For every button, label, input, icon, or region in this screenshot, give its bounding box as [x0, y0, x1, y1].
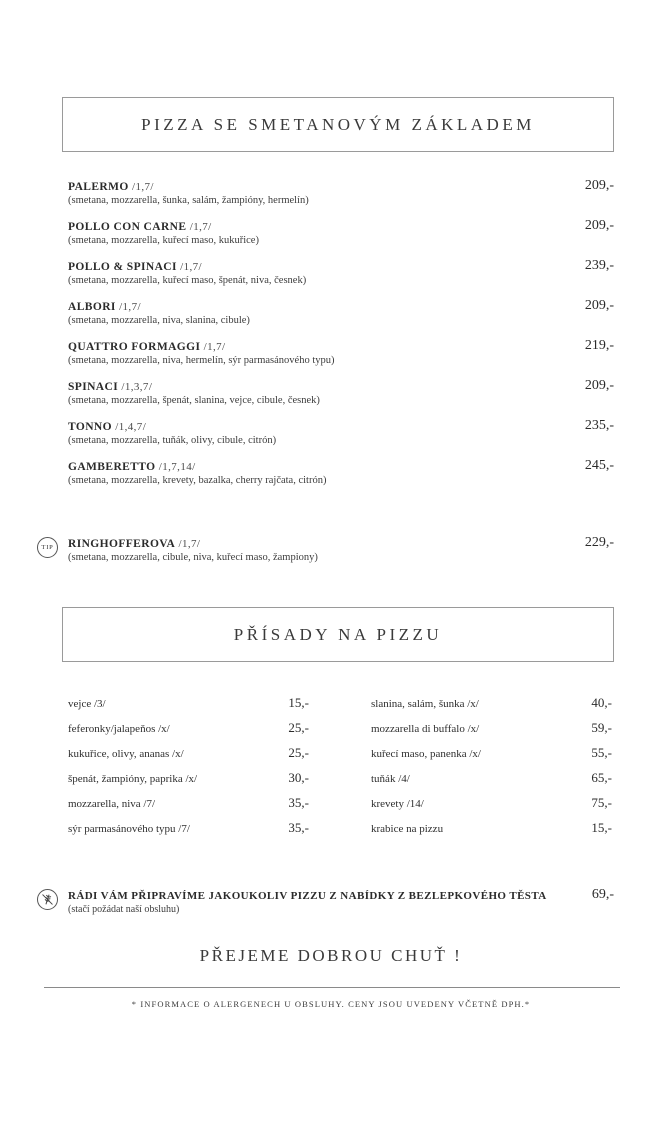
tip-badge	[37, 537, 58, 558]
topping-price: 40,-	[591, 695, 612, 710]
topping-label: špenát, žampióny, paprika /x/	[68, 773, 198, 785]
pizza-section-header	[62, 97, 614, 152]
item-price: 209,-	[584, 218, 614, 233]
item-price: 239,-	[584, 258, 614, 273]
pizza-list	[68, 180, 614, 487]
item-desc: (smetana, mozzarella, šunka, salám, žampióny, hermelín)	[68, 195, 309, 206]
item-allergens: /1,7/	[178, 538, 201, 550]
topping-row	[371, 795, 612, 811]
item-allergens: /1,7,14/	[158, 461, 196, 473]
topping-price: 25,-	[288, 720, 309, 735]
toppings-right-column	[371, 695, 612, 845]
pizza-item	[68, 260, 614, 287]
topping-price: 55,-	[591, 745, 612, 760]
toppings-section-title: PŘÍSADY NA PIZZU	[233, 624, 443, 644]
item-allergens: /1,7/	[119, 301, 141, 313]
item-desc: (smetana, mozzarella, kuřecí maso, špenát, niva, česnek)	[68, 275, 307, 286]
item-allergens: /1,4,7/	[115, 421, 147, 433]
item-name: TONNO	[68, 421, 112, 433]
item-name: SPINACI	[68, 381, 119, 393]
topping-label: mozzarella di buffalo /x/	[371, 723, 480, 735]
gluten-free-icon	[37, 889, 58, 910]
gluten-free-price: 69,-	[591, 887, 614, 902]
item-desc: (smetana, mozzarella, kuřecí maso, kukuřice)	[68, 235, 259, 246]
item-price: 229,-	[584, 535, 614, 550]
item-desc: (smetana, mozzarella, tuňák, olivy, cibule, citrón)	[68, 435, 277, 446]
item-allergens: /1,7/	[132, 181, 154, 193]
item-desc: (smetana, mozzarella, niva, slanina, cibule)	[68, 315, 250, 326]
toppings-left-column	[68, 695, 309, 845]
toppings-list	[68, 695, 612, 845]
topping-price: 35,-	[288, 795, 309, 810]
tip-badge-label: TIP	[41, 544, 54, 551]
topping-label: krevety /14/	[371, 798, 424, 810]
item-name: GAMBERETTO	[68, 461, 156, 473]
pizza-item	[68, 460, 614, 487]
topping-row	[371, 695, 612, 711]
pizza-section-title: PIZZA SE SMETANOVÝM ZÁKLADEM	[141, 114, 535, 134]
item-name: PALERMO	[68, 181, 129, 193]
topping-label: mozzarella, niva /7/	[68, 798, 156, 810]
item-desc: (smetana, mozzarella, špenát, slanina, vejce, cibule, česnek)	[68, 395, 320, 406]
closing-message: PŘEJEME DOBROU CHUŤ !	[199, 946, 463, 965]
topping-label: sýr parmasánového typu /7/	[68, 823, 190, 835]
topping-row	[68, 695, 309, 711]
item-price: 219,-	[584, 338, 614, 353]
gluten-free-note	[37, 889, 614, 916]
topping-label: slanina, salám, šunka /x/	[371, 698, 479, 710]
item-name: POLLO & SPINACI	[68, 261, 177, 273]
topping-price: 15,-	[288, 695, 309, 710]
item-name: RINGHOFFEROVA	[68, 538, 176, 550]
topping-row	[68, 720, 309, 736]
topping-row	[371, 745, 612, 761]
pizza-item	[68, 220, 614, 247]
pizza-item	[68, 420, 614, 447]
pizza-item	[68, 300, 614, 327]
pizza-item	[68, 340, 614, 367]
item-desc: (smetana, mozzarella, niva, hermelín, sýr parmasánového typu)	[68, 355, 335, 366]
item-name: POLLO CON CARNE	[68, 221, 187, 233]
item-name: QUATTRO FORMAGGI	[68, 341, 201, 353]
pizza-item	[68, 380, 614, 407]
topping-price: 65,-	[591, 770, 612, 785]
topping-price: 25,-	[288, 745, 309, 760]
topping-row	[68, 770, 309, 786]
topping-label: tuňák /4/	[371, 773, 410, 785]
pizza-item	[68, 180, 614, 207]
toppings-section-header	[62, 607, 614, 662]
topping-price: 15,-	[591, 820, 612, 835]
topping-label: feferonky/jalapeňos /x/	[68, 723, 170, 735]
topping-price: 59,-	[591, 720, 612, 735]
topping-label: krabice na pizzu	[371, 823, 444, 835]
item-desc: (smetana, mozzarella, krevety, bazalka, cherry rajčata, citrón)	[68, 475, 327, 486]
item-allergens: /1,7/	[203, 341, 226, 353]
topping-row	[371, 720, 612, 736]
item-price: 235,-	[584, 418, 614, 433]
topping-row	[371, 770, 612, 786]
item-price: 209,-	[584, 178, 614, 193]
item-allergens: /1,3,7/	[121, 381, 153, 393]
item-allergens: /1,7/	[189, 221, 212, 233]
topping-price: 75,-	[591, 795, 612, 810]
gluten-free-subtext: (stačí požádat naší obsluhu)	[68, 904, 180, 915]
topping-price: 35,-	[288, 820, 309, 835]
topping-label: kukuřice, olivy, ananas /x/	[68, 748, 184, 760]
tip-item	[37, 537, 614, 564]
topping-row	[371, 820, 612, 836]
item-price: 209,-	[584, 378, 614, 393]
topping-row	[68, 820, 309, 836]
topping-row	[68, 745, 309, 761]
item-desc: (smetana, mozzarella, cibule, niva, kuřecí maso, žampiony)	[68, 552, 318, 563]
menu-page	[0, 97, 662, 1121]
topping-label: kuřecí maso, panenka /x/	[371, 748, 481, 760]
topping-label: vejce /3/	[68, 698, 106, 710]
item-price: 209,-	[584, 298, 614, 313]
gluten-free-text: RÁDI VÁM PŘIPRAVÍME JAKOUKOLIV PIZZU Z NABÍDKY Z BEZLEPKOVÉHO TĚSTA	[68, 890, 547, 902]
item-name: ALBORI	[68, 301, 116, 313]
footer-note: * INFORMACE O ALERGENECH U OBSLUHY. CENY JSOU UVEDENY VČETNĚ DPH.*	[131, 999, 531, 1009]
item-price: 245,-	[584, 458, 614, 473]
item-allergens: /1,7/	[180, 261, 203, 273]
topping-price: 30,-	[288, 770, 309, 785]
topping-row	[68, 795, 309, 811]
footer-divider	[44, 987, 620, 988]
